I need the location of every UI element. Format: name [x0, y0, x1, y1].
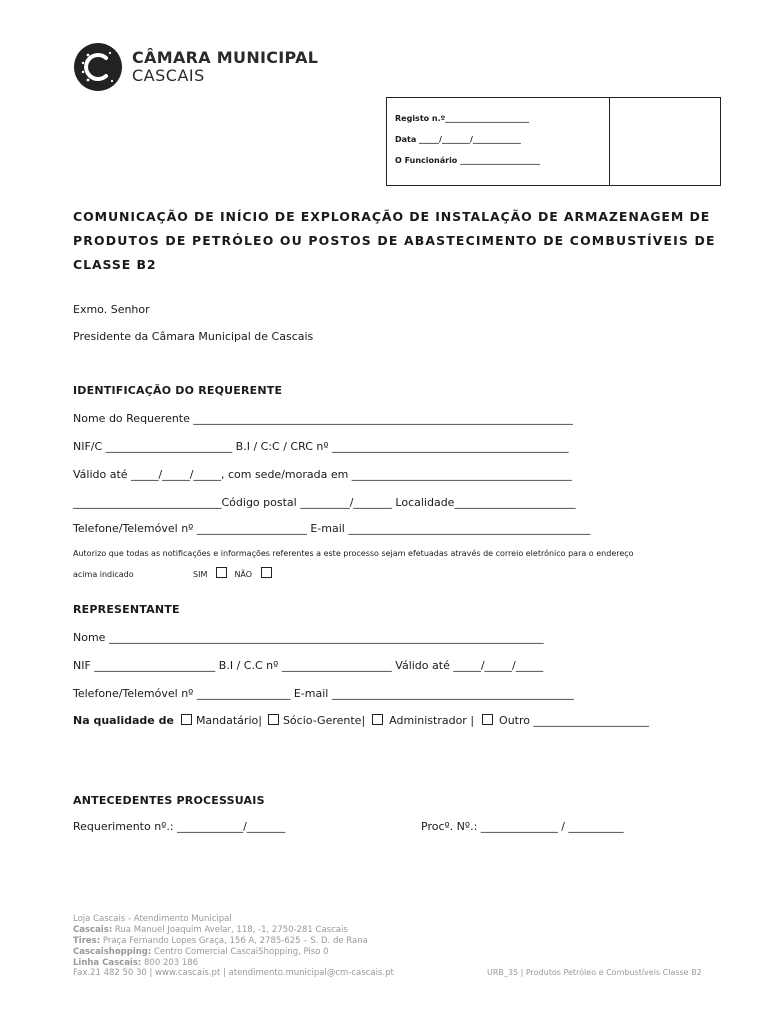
form-title-line-2: PRODUTOS DE PETRÓLEO OU POSTOS DE ABASTECIMENTO DE COMBUSTÍVEIS DE: [73, 233, 716, 248]
requerente-nome-field[interactable]: Nome do Requerente _____________________________________________________________________: [73, 412, 573, 425]
consent-nao-label: NÃO: [234, 570, 253, 579]
consent-sim-checkbox[interactable]: [216, 567, 227, 578]
mandatario-checkbox[interactable]: [181, 714, 192, 725]
logo-c-icon: [74, 43, 122, 91]
representante-telefone-field[interactable]: Telefone/Telemóvel nº _________________ E-mail ____________________________________________: [73, 687, 574, 700]
logo-mark: [74, 43, 122, 91]
requerente-codigo-postal-field[interactable]: ___________________________Código postal _________/_______ Localidade______________________: [73, 496, 576, 509]
footer-tires: Tires: Praça Fernando Lopes Graça, 156 A, 2785-625 – S. D. de Rana: [73, 936, 368, 946]
requerente-valido-field[interactable]: Válido até _____/_____/_____, com sede/morada em ________________________________________: [73, 468, 572, 481]
registo-box-divider: [609, 98, 610, 185]
registo-date-field[interactable]: Data _____/_______/____________: [395, 135, 521, 144]
processo-field[interactable]: Procº. Nº.: ______________ / __________: [421, 820, 624, 833]
section-heading-representante: REPRESENTANTE: [73, 603, 180, 616]
logo-title: CÂMARA MUNICIPAL: [132, 48, 319, 67]
consent-sim-option[interactable]: [193, 567, 272, 579]
registo-box: [386, 97, 721, 186]
registo-funcionario-field[interactable]: O Funcionário ____________________: [395, 156, 541, 165]
section-heading-requerente: IDENTIFICAÇÃO DO REQUERENTE: [73, 384, 283, 397]
logo-subtitle: CASCAIS: [132, 66, 205, 85]
representante-nif-field[interactable]: NIF ______________________ B.I / C.C nº ____________________ Válido até _____/_____/_____: [73, 659, 544, 672]
socio-gerente-checkbox[interactable]: [268, 714, 279, 725]
email-consent-text-cont: acima indicado: [73, 570, 134, 579]
requerente-telefone-field[interactable]: Telefone/Telemóvel nº ____________________ E-mail ____________________________________________: [73, 522, 591, 535]
administrador-label: Administrador |: [389, 714, 475, 727]
outro-checkbox[interactable]: [482, 714, 493, 725]
administrador-checkbox[interactable]: [372, 714, 383, 725]
consent-nao-checkbox[interactable]: [261, 567, 272, 578]
consent-sim-label: SIM: [193, 570, 208, 579]
qualidade-label: Na qualidade de: [73, 714, 174, 727]
form-title-line-3: CLASSE B2: [73, 257, 157, 272]
footer-doc-reference: URB_35 | Produtos Petróleo e Combustíveis Classe B2: [487, 968, 702, 977]
mandatario-label: Mandatário|: [195, 714, 262, 727]
form-title-line-1: COMUNICAÇÃO DE INÍCIO DE EXPLORAÇÃO DE INSTALAÇÃO DE ARMAZENAGEM DE: [73, 209, 711, 224]
outro-field[interactable]: Outro _____________________: [499, 714, 649, 727]
footer-loja: Loja Cascais - Atendimento Municipal: [73, 914, 232, 924]
salutation-recipient: Presidente da Câmara Municipal de Cascais: [73, 330, 314, 343]
footer-linha: Linha Cascais: 800 203 186: [73, 958, 199, 968]
representante-nome-field[interactable]: Nome _______________________________________________________________________________: [73, 631, 544, 644]
registo-number-field[interactable]: Registo n.º_____________________: [395, 114, 530, 123]
section-heading-antecedentes: ANTECEDENTES PROCESSUAIS: [73, 794, 265, 807]
socio-gerente-label: Sócio-Gerente|: [282, 714, 366, 727]
footer-contact: Fax.21 482 50 30 | www.cascais.pt | atendimento.municipal@cm-cascais.pt: [73, 968, 394, 978]
qualidade-row: [73, 714, 649, 727]
salutation: Exmo. Senhor: [73, 303, 150, 316]
footer-cascais: Cascais: Rua Manuel Joaquim Avelar, 118, -1, 2750-281 Cascais: [73, 925, 348, 935]
email-consent-text: Autorizo que todas as notificações e informações referentes a este processo sejam efetuadas através de correio eletrónico para o endereço: [73, 549, 634, 558]
requerimento-field[interactable]: Requerimento nº.: ____________/_______: [73, 820, 286, 833]
footer-cascaishopping: Cascaishopping: Centro Comercial CascaiShopping, Piso 0: [73, 947, 329, 957]
requerente-nif-field[interactable]: NIF/C _______________________ B.I / C:C / CRC nº ___________________________________________: [73, 440, 569, 453]
